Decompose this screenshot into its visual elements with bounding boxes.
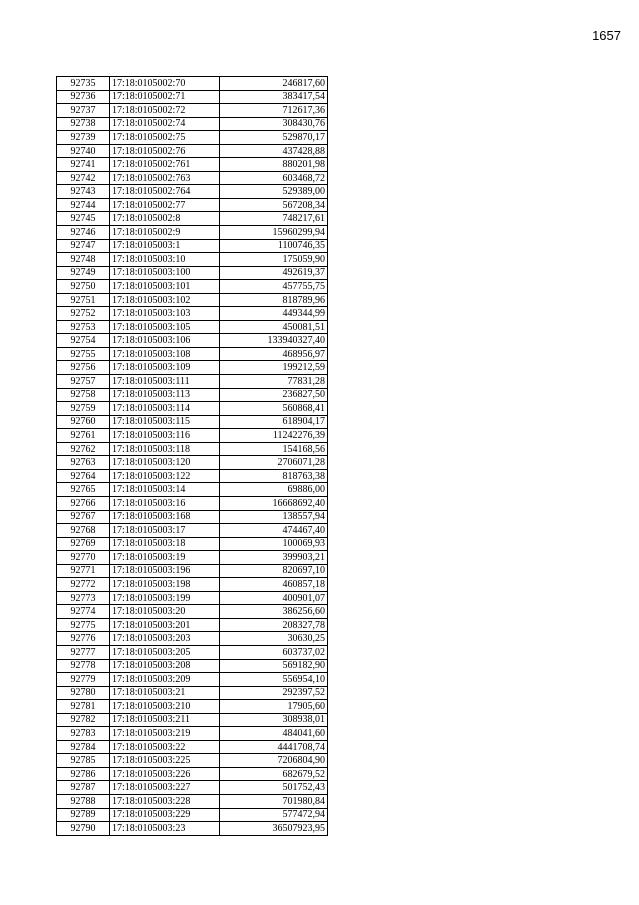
row-number-cell: 92740: [57, 144, 110, 158]
row-number-cell: 92759: [57, 402, 110, 416]
cadastral-number-cell: 17:18:0105003:1: [110, 239, 220, 253]
table-row: [57, 537, 328, 551]
cadastral-value-cell: 7206804,90: [220, 754, 328, 768]
row-number-cell: 92781: [57, 700, 110, 714]
row-number-cell: 92785: [57, 754, 110, 768]
cadastral-value-cell: 292397,52: [220, 686, 328, 700]
cadastral-number-cell: 17:18:0105003:101: [110, 280, 220, 294]
row-number-cell: 92766: [57, 496, 110, 510]
table-row: [57, 659, 328, 673]
row-number-cell: 92778: [57, 659, 110, 673]
table-row: [57, 591, 328, 605]
row-number-cell: 92741: [57, 158, 110, 172]
cadastral-number-cell: 17:18:0105002:70: [110, 77, 220, 91]
cadastral-number-cell: 17:18:0105003:102: [110, 293, 220, 307]
table-row: [57, 320, 328, 334]
cadastral-value-cell: 569182,90: [220, 659, 328, 673]
cadastral-value-cell: 11242276,39: [220, 429, 328, 443]
row-number-cell: 92750: [57, 280, 110, 294]
row-number-cell: 92777: [57, 645, 110, 659]
cadastral-number-cell: 17:18:0105003:229: [110, 808, 220, 822]
cadastral-value-cell: 460857,18: [220, 578, 328, 592]
table-body: [57, 77, 328, 836]
table-row: [57, 632, 328, 646]
cadastral-value-cell: 560868,41: [220, 402, 328, 416]
cadastral-value-cell: 567208,34: [220, 198, 328, 212]
cadastral-number-cell: 17:18:0105003:10: [110, 253, 220, 267]
cadastral-number-cell: 17:18:0105002:761: [110, 158, 220, 172]
cadastral-number-cell: 17:18:0105003:23: [110, 822, 220, 836]
cadastral-number-cell: 17:18:0105003:118: [110, 442, 220, 456]
row-number-cell: 92774: [57, 605, 110, 619]
table-row: [57, 781, 328, 795]
table-row: [57, 104, 328, 118]
cadastral-value-cell: 449344,99: [220, 307, 328, 321]
row-number-cell: 92738: [57, 117, 110, 131]
cadastral-number-cell: 17:18:0105003:196: [110, 564, 220, 578]
cadastral-number-cell: 17:18:0105003:219: [110, 727, 220, 741]
row-number-cell: 92769: [57, 537, 110, 551]
cadastral-number-cell: 17:18:0105002:77: [110, 198, 220, 212]
row-number-cell: 92743: [57, 185, 110, 199]
table-row: [57, 334, 328, 348]
row-number-cell: 92746: [57, 226, 110, 240]
table-row: [57, 429, 328, 443]
cadastral-value-cell: 399903,21: [220, 551, 328, 565]
cadastral-value-cell: 603468,72: [220, 171, 328, 185]
row-number-cell: 92776: [57, 632, 110, 646]
cadastral-number-cell: 17:18:0105002:72: [110, 104, 220, 118]
row-number-cell: 92770: [57, 551, 110, 565]
table-row: [57, 510, 328, 524]
table-row: [57, 578, 328, 592]
cadastral-number-cell: 17:18:0105003:100: [110, 266, 220, 280]
cadastral-number-cell: 17:18:0105003:198: [110, 578, 220, 592]
row-number-cell: 92767: [57, 510, 110, 524]
row-number-cell: 92768: [57, 524, 110, 538]
row-number-cell: 92775: [57, 618, 110, 632]
cadastral-number-cell: 17:18:0105003:115: [110, 415, 220, 429]
cadastral-value-cell: 468956,97: [220, 347, 328, 361]
row-number-cell: 92788: [57, 794, 110, 808]
table-row: [57, 402, 328, 416]
table-row: [57, 415, 328, 429]
cadastral-number-cell: 17:18:0105003:114: [110, 402, 220, 416]
cadastral-value-cell: 308938,01: [220, 713, 328, 727]
row-number-cell: 92752: [57, 307, 110, 321]
row-number-cell: 92764: [57, 469, 110, 483]
row-number-cell: 92784: [57, 740, 110, 754]
row-number-cell: 92745: [57, 212, 110, 226]
cadastral-value-cell: 603737,02: [220, 645, 328, 659]
cadastral-number-cell: 17:18:0105003:106: [110, 334, 220, 348]
table-row: [57, 212, 328, 226]
row-number-cell: 92751: [57, 293, 110, 307]
cadastral-number-cell: 17:18:0105003:109: [110, 361, 220, 375]
row-number-cell: 92779: [57, 673, 110, 687]
cadastral-value-table: [56, 76, 328, 836]
cadastral-value-cell: 880201,98: [220, 158, 328, 172]
cadastral-value-cell: 492619,37: [220, 266, 328, 280]
cadastral-value-cell: 556954,10: [220, 673, 328, 687]
cadastral-number-cell: 17:18:0105003:19: [110, 551, 220, 565]
cadastral-number-cell: 17:18:0105002:9: [110, 226, 220, 240]
cadastral-value-cell: 138557,94: [220, 510, 328, 524]
cadastral-number-cell: 17:18:0105002:75: [110, 131, 220, 145]
cadastral-value-cell: 2706071,28: [220, 456, 328, 470]
cadastral-number-cell: 17:18:0105003:228: [110, 794, 220, 808]
cadastral-number-cell: 17:18:0105003:168: [110, 510, 220, 524]
row-number-cell: 92787: [57, 781, 110, 795]
page-number: 1657: [592, 28, 621, 43]
cadastral-value-cell: 383417,54: [220, 90, 328, 104]
table-row: [57, 456, 328, 470]
cadastral-number-cell: 17:18:0105003:225: [110, 754, 220, 768]
cadastral-number-cell: 17:18:0105003:199: [110, 591, 220, 605]
row-number-cell: 92765: [57, 483, 110, 497]
table-row: [57, 551, 328, 565]
table-row: [57, 754, 328, 768]
cadastral-number-cell: 17:18:0105003:203: [110, 632, 220, 646]
row-number-cell: 92753: [57, 320, 110, 334]
table-row: [57, 524, 328, 538]
table-row: [57, 226, 328, 240]
cadastral-number-cell: 17:18:0105003:111: [110, 375, 220, 389]
row-number-cell: 92771: [57, 564, 110, 578]
row-number-cell: 92736: [57, 90, 110, 104]
table-row: [57, 483, 328, 497]
cadastral-number-cell: 17:18:0105003:18: [110, 537, 220, 551]
cadastral-value-cell: 820697,10: [220, 564, 328, 578]
row-number-cell: 92754: [57, 334, 110, 348]
cadastral-number-cell: 17:18:0105003:201: [110, 618, 220, 632]
table-row: [57, 605, 328, 619]
table-row: [57, 131, 328, 145]
table-row: [57, 266, 328, 280]
row-number-cell: 92755: [57, 347, 110, 361]
row-number-cell: 92748: [57, 253, 110, 267]
table-row: [57, 564, 328, 578]
cadastral-value-cell: 154168,56: [220, 442, 328, 456]
cadastral-value-cell: 400901,07: [220, 591, 328, 605]
table-row: [57, 77, 328, 91]
table-row: [57, 117, 328, 131]
table-row: [57, 144, 328, 158]
row-number-cell: 92789: [57, 808, 110, 822]
cadastral-number-cell: 17:18:0105002:764: [110, 185, 220, 199]
cadastral-value-cell: 69886,00: [220, 483, 328, 497]
table-row: [57, 727, 328, 741]
cadastral-value-cell: 386256,60: [220, 605, 328, 619]
table-row: [57, 239, 328, 253]
cadastral-number-cell: 17:18:0105003:116: [110, 429, 220, 443]
table-row: [57, 686, 328, 700]
cadastral-value-cell: 618904,17: [220, 415, 328, 429]
row-number-cell: 92763: [57, 456, 110, 470]
cadastral-number-cell: 17:18:0105002:74: [110, 117, 220, 131]
table-row: [57, 198, 328, 212]
cadastral-number-cell: 17:18:0105003:103: [110, 307, 220, 321]
table-row: [57, 618, 328, 632]
cadastral-value-cell: 30630,25: [220, 632, 328, 646]
cadastral-value-cell: 484041,60: [220, 727, 328, 741]
table-row: [57, 185, 328, 199]
row-number-cell: 92739: [57, 131, 110, 145]
cadastral-number-cell: 17:18:0105002:71: [110, 90, 220, 104]
cadastral-value-cell: 199212,59: [220, 361, 328, 375]
row-number-cell: 92762: [57, 442, 110, 456]
cadastral-number-cell: 17:18:0105002:8: [110, 212, 220, 226]
cadastral-value-cell: 1100746,35: [220, 239, 328, 253]
cadastral-value-cell: 818789,96: [220, 293, 328, 307]
table-row: [57, 673, 328, 687]
cadastral-value-cell: 16668692,40: [220, 496, 328, 510]
cadastral-value-cell: 682679,52: [220, 767, 328, 781]
row-number-cell: 92773: [57, 591, 110, 605]
cadastral-value-cell: 100069,93: [220, 537, 328, 551]
table-row: [57, 794, 328, 808]
row-number-cell: 92783: [57, 727, 110, 741]
row-number-cell: 92749: [57, 266, 110, 280]
row-number-cell: 92786: [57, 767, 110, 781]
cadastral-value-cell: 450081,51: [220, 320, 328, 334]
table-row: [57, 293, 328, 307]
cadastral-number-cell: 17:18:0105002:76: [110, 144, 220, 158]
cadastral-value-cell: 457755,75: [220, 280, 328, 294]
row-number-cell: 92758: [57, 388, 110, 402]
cadastral-value-cell: 208327,78: [220, 618, 328, 632]
table-row: [57, 808, 328, 822]
row-number-cell: 92760: [57, 415, 110, 429]
cadastral-number-cell: 17:18:0105003:17: [110, 524, 220, 538]
cadastral-value-cell: 175059,90: [220, 253, 328, 267]
cadastral-number-cell: 17:18:0105003:21: [110, 686, 220, 700]
cadastral-value-cell: 529389,00: [220, 185, 328, 199]
cadastral-number-cell: 17:18:0105003:14: [110, 483, 220, 497]
row-number-cell: 92737: [57, 104, 110, 118]
table-row: [57, 767, 328, 781]
cadastral-number-cell: 17:18:0105003:108: [110, 347, 220, 361]
cadastral-value-cell: 529870,17: [220, 131, 328, 145]
cadastral-number-cell: 17:18:0105003:208: [110, 659, 220, 673]
cadastral-number-cell: 17:18:0105003:227: [110, 781, 220, 795]
cadastral-value-cell: 133940327,40: [220, 334, 328, 348]
cadastral-number-cell: 17:18:0105003:205: [110, 645, 220, 659]
table-row: [57, 171, 328, 185]
row-number-cell: 92756: [57, 361, 110, 375]
row-number-cell: 92747: [57, 239, 110, 253]
table-row: [57, 307, 328, 321]
cadastral-value-cell: 15960299,94: [220, 226, 328, 240]
cadastral-value-cell: 36507923,95: [220, 822, 328, 836]
cadastral-value-cell: 17905,60: [220, 700, 328, 714]
cadastral-value-cell: 77831,28: [220, 375, 328, 389]
table-row: [57, 347, 328, 361]
cadastral-value-cell: 818763,38: [220, 469, 328, 483]
row-number-cell: 92780: [57, 686, 110, 700]
cadastral-number-cell: 17:18:0105003:105: [110, 320, 220, 334]
table-row: [57, 280, 328, 294]
row-number-cell: 92790: [57, 822, 110, 836]
table-row: [57, 90, 328, 104]
row-number-cell: 92742: [57, 171, 110, 185]
table-row: [57, 469, 328, 483]
cadastral-value-cell: 246817,60: [220, 77, 328, 91]
row-number-cell: 92782: [57, 713, 110, 727]
cadastral-value-cell: 308430,76: [220, 117, 328, 131]
cadastral-number-cell: 17:18:0105003:113: [110, 388, 220, 402]
table-row: [57, 645, 328, 659]
cadastral-number-cell: 17:18:0105003:16: [110, 496, 220, 510]
cadastral-value-cell: 501752,43: [220, 781, 328, 795]
row-number-cell: 92772: [57, 578, 110, 592]
cadastral-value-cell: 748217,61: [220, 212, 328, 226]
cadastral-number-cell: 17:18:0105003:210: [110, 700, 220, 714]
cadastral-value-cell: 712617,36: [220, 104, 328, 118]
table-row: [57, 361, 328, 375]
row-number-cell: 92761: [57, 429, 110, 443]
table-row: [57, 496, 328, 510]
cadastral-number-cell: 17:18:0105003:211: [110, 713, 220, 727]
cadastral-number-cell: 17:18:0105003:22: [110, 740, 220, 754]
cadastral-value-cell: 474467,40: [220, 524, 328, 538]
table-row: [57, 375, 328, 389]
cadastral-number-cell: 17:18:0105003:120: [110, 456, 220, 470]
cadastral-number-cell: 17:18:0105003:122: [110, 469, 220, 483]
cadastral-value-cell: 701980,84: [220, 794, 328, 808]
cadastral-number-cell: 17:18:0105002:763: [110, 171, 220, 185]
table-row: [57, 700, 328, 714]
table-row: [57, 740, 328, 754]
cadastral-value-cell: 577472,94: [220, 808, 328, 822]
table-row: [57, 822, 328, 836]
table-row: [57, 713, 328, 727]
table-row: [57, 253, 328, 267]
cadastral-value-cell: 236827,50: [220, 388, 328, 402]
row-number-cell: 92735: [57, 77, 110, 91]
cadastral-value-cell: 4441708,74: [220, 740, 328, 754]
row-number-cell: 92744: [57, 198, 110, 212]
table-row: [57, 442, 328, 456]
cadastral-value-cell: 437428,88: [220, 144, 328, 158]
table-row: [57, 158, 328, 172]
row-number-cell: 92757: [57, 375, 110, 389]
cadastral-number-cell: 17:18:0105003:209: [110, 673, 220, 687]
table-row: [57, 388, 328, 402]
cadastral-number-cell: 17:18:0105003:20: [110, 605, 220, 619]
cadastral-number-cell: 17:18:0105003:226: [110, 767, 220, 781]
